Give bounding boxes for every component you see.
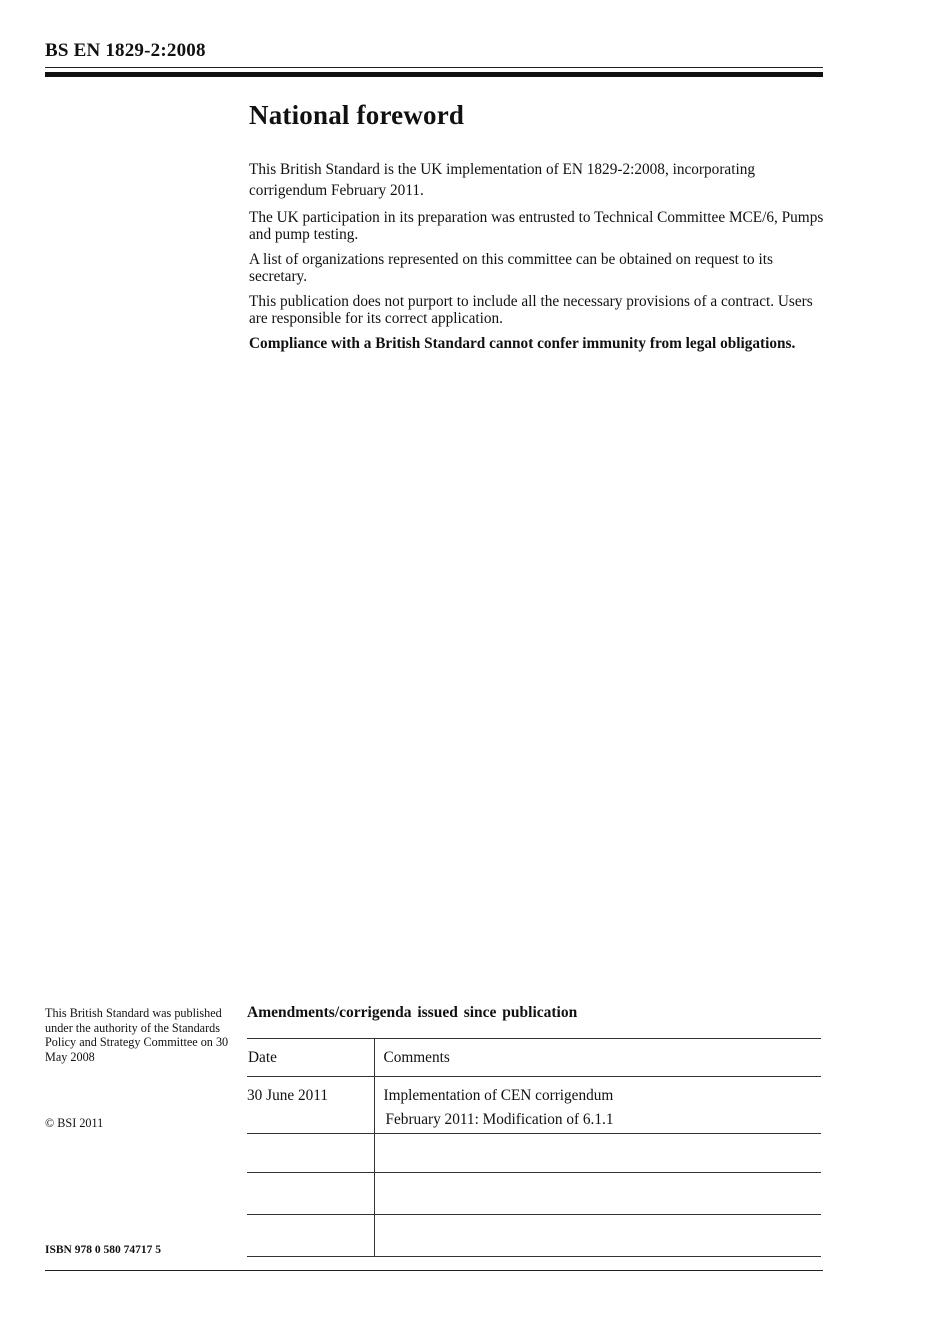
table-row — [247, 1077, 821, 1134]
header-rule-thick — [45, 72, 823, 77]
amendment-comments-line: Implementation of CEN corrigendum — [383, 1087, 614, 1104]
table-row-empty — [247, 1215, 821, 1257]
footer-rule — [45, 1270, 823, 1271]
page-title: National foreword — [249, 100, 465, 130]
amendment-comments-line: February 2011: Modification of 6.1.1 — [385, 1111, 614, 1128]
column-header-date: Date — [247, 1039, 374, 1077]
header-rule-thin — [45, 67, 823, 68]
empty-cell — [374, 1173, 821, 1215]
isbn: ISBN 978 0 580 74717 5 — [45, 1244, 161, 1256]
column-header-comments: Comments — [374, 1039, 821, 1077]
empty-cell — [247, 1215, 374, 1257]
empty-cell — [374, 1134, 821, 1173]
amendments-table — [247, 1038, 821, 1257]
table-header-row — [247, 1039, 821, 1077]
compliance-statement: Compliance with a British Standard cannot confer immunity from legal obligations. — [249, 335, 796, 352]
amendment-comments — [374, 1077, 821, 1134]
foreword-paragraph: The UK participation in its preparation was entrusted to Technical Committee MCE/6, Pumps and pump testing. — [249, 209, 824, 243]
empty-cell — [247, 1173, 374, 1215]
amendment-date: 30 June 2011 — [247, 1077, 374, 1134]
table-row-empty — [247, 1173, 821, 1215]
table-row-empty — [247, 1134, 821, 1173]
foreword-section — [249, 100, 824, 360]
foreword-paragraph: This publication does not purport to include all the necessary provisions of a contract. Users are responsible for its correct application. — [249, 293, 813, 327]
publication-note: This British Standard was published under the authority of the Standards Policy and Strategy Committee on 30 May 2008 — [45, 1006, 229, 1064]
document-id: BS EN 1829-2:2008 — [45, 40, 206, 61]
copyright-notice: © BSI 2011 — [45, 1116, 104, 1130]
empty-cell — [374, 1215, 821, 1257]
amendments-title: Amendments/corrigenda issued since publication — [247, 1004, 578, 1021]
foreword-paragraph: This British Standard is the UK implementation of EN 1829-2:2008, incorporating corrigendum February 2011. — [249, 161, 755, 199]
foreword-paragraph: A list of organizations represented on this committee can be obtained on request to its secretary. — [249, 251, 773, 285]
empty-cell — [247, 1134, 374, 1173]
